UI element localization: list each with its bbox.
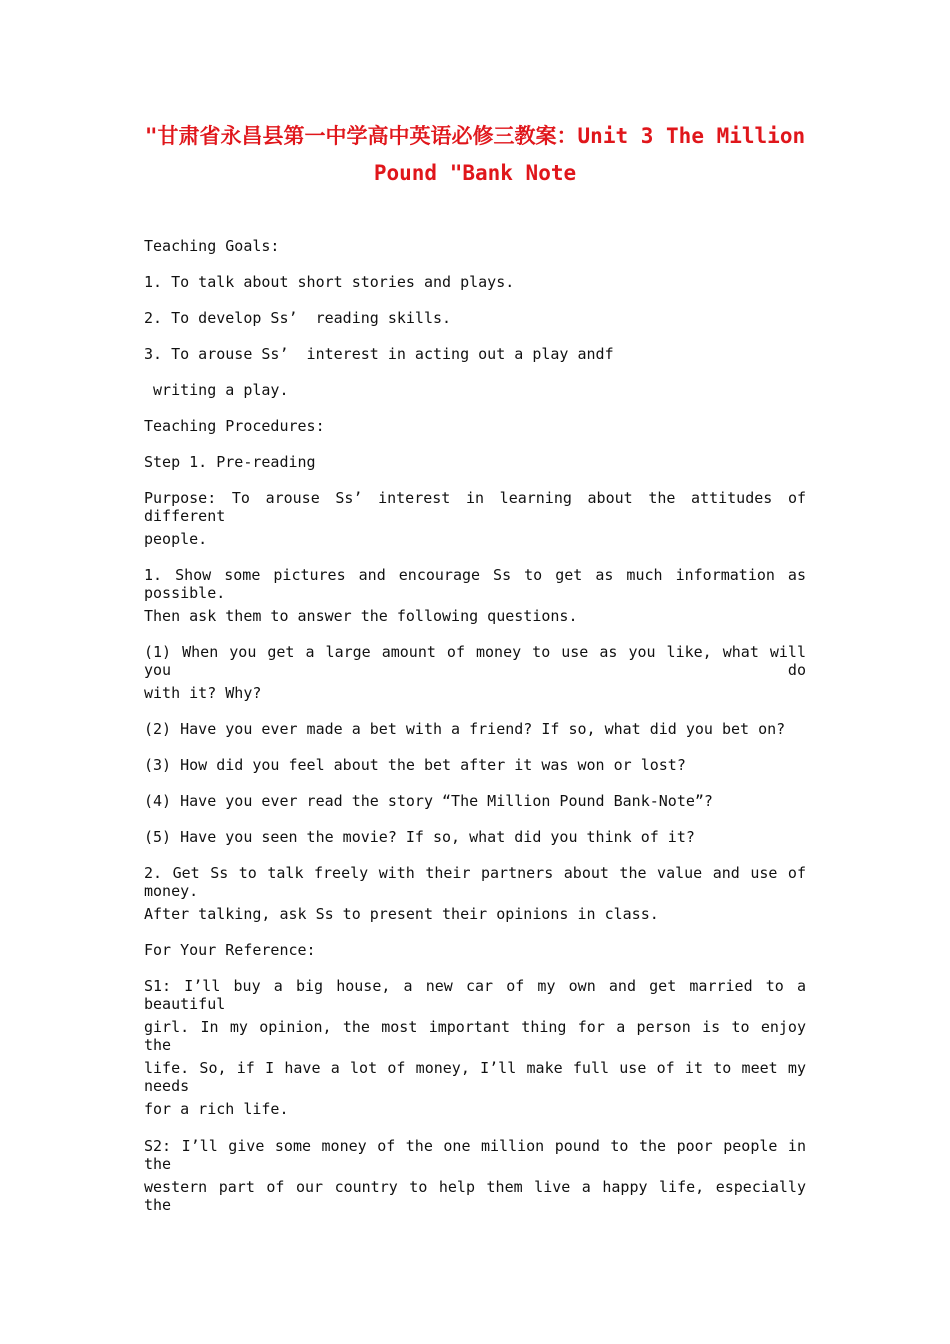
purpose-line-end: people. <box>144 530 208 548</box>
s1-line-3: life. So, if I have a lot of money, I’ll make full use of it to meet my needs <box>144 1059 806 1095</box>
goal-3-continued: writing a play. <box>144 381 289 399</box>
question-1-end: with it? Why? <box>144 684 262 702</box>
instruction-2: 2. Get Ss to talk freely with their partners about the value and use of money. <box>144 864 806 900</box>
instruction-1: 1. Show some pictures and encourage Ss to get as much information as possible. <box>144 566 806 602</box>
instruction-1-end: Then ask them to answer the following questions. <box>144 607 578 625</box>
teaching-goals-heading: Teaching Goals: <box>144 237 280 255</box>
question-2: (2) Have you ever made a bet with a friend? If so, what did you bet on? <box>144 720 786 738</box>
teaching-procedures-heading: Teaching Procedures: <box>144 417 325 435</box>
document-title <box>130 118 820 192</box>
s1-line-4: for a rich life. <box>144 1100 289 1118</box>
title-line-2: Pound "Bank Note <box>373 161 577 185</box>
title-line-1: "甘肃省永昌县第一中学高中英语必修三教案：Unit 3 The Million <box>144 124 806 148</box>
step-1-heading: Step 1. Pre-reading <box>144 453 316 471</box>
s2-line-2: western part of our country to help them live a happy life, especially the <box>144 1178 806 1214</box>
goal-1: 1. To talk about short stories and plays. <box>144 273 515 291</box>
question-3: (3) How did you feel about the bet after it was won or lost? <box>144 756 686 774</box>
question-4: (4) Have you ever read the story “The Million Pound Bank-Note”? <box>144 792 713 810</box>
s1-line-2: girl. In my opinion, the most important thing for a person is to enjoy the <box>144 1018 806 1054</box>
question-5: (5) Have you seen the movie? If so, what did you think of it? <box>144 828 695 846</box>
goal-2: 2. To develop Ss’ reading skills. <box>144 309 452 327</box>
purpose-line: Purpose: To arouse Ss’ interest in learning about the attitudes of different <box>144 489 806 525</box>
reference-heading: For Your Reference: <box>144 941 316 959</box>
goal-3: 3. To arouse Ss’ interest in acting out a play andf <box>144 345 614 363</box>
s2-line-1: S2: I’ll give some money of the one million pound to the poor people in the <box>144 1137 806 1173</box>
s1-line-1: S1: I’ll buy a big house, a new car of my own and get married to a beautiful <box>144 977 806 1013</box>
question-1: (1) When you get a large amount of money to use as you like, what will you do <box>144 643 806 679</box>
instruction-2-end: After talking, ask Ss to present their opinions in class. <box>144 905 659 923</box>
